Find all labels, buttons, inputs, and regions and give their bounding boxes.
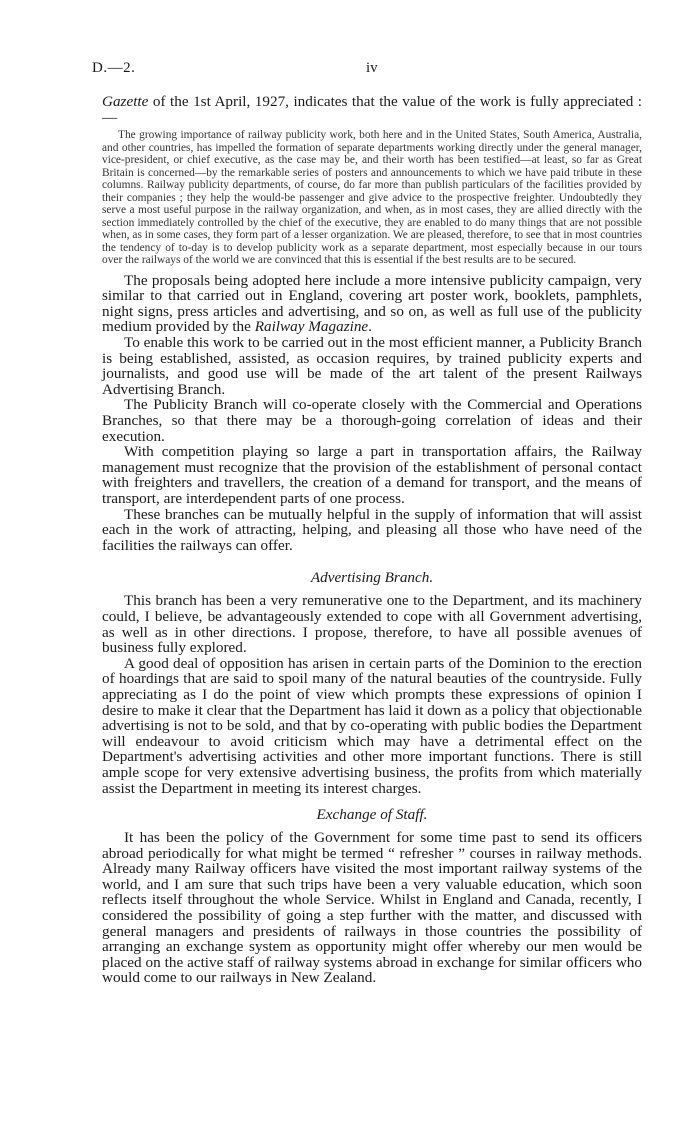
paragraph-competition: With competition playing so large a part in transportation affairs, the Railway management must recognize that the provision of the establishment of personal contact with freighters and travellers, the creation of a demand for transport, and the means of transport, are interdependent parts of one process.	[102, 443, 642, 507]
lead-text: of the 1st April, 1927, indicates that the value of the work is fully appreciated :—	[102, 93, 642, 126]
lead-paragraph	[102, 94, 642, 125]
section-heading-exchange: Exchange of Staff.	[316, 806, 428, 824]
section-heading-advertising: Advertising Branch.	[310, 569, 434, 587]
paragraph-proposals	[102, 273, 642, 335]
paragraph-text: The proposals being adopted here include a more intensive publicity campaign, very similar to that carried out in England, covering art poster work, booklets, pamphlets, night signs, press articles and advertising, and so on, as well as full use of the publicity medium provided by the	[102, 271, 642, 336]
block-quote	[102, 129, 642, 267]
quote-text: The growing importance of railway publicity work, both here and in the United States, South America, Australia, and other countries, has impelled the formation of separate departments working directly under the general manager, vice-president, or chief executive, as the case may be, and their worth has been testified—at least, so far as Great Britain is concerned—by the remarkable series of posters and announcements to which we have paid tribute in these columns. Railway publicity departments, of course, do far more than publish particulars of the facilities provided by their companies ; they help the would-be passenger and give advice to the prospective freighter. Undoubtedly they serve a most useful purpose in the railway organization, and when, as in most cases, they are allied directly with the section immediately controlled by the chief of the executive, they are enabled to do many things that are not possible when, as in some cases, they form part of a lesser organization. We are pleased, therefore, to see that in most countries the tendency of to-day is to develop publicity work as a separate department, most especially because in our tours over the railways of the world we are convinced that this is essential if the best results are to be secured.	[102, 129, 642, 267]
paragraph-hoardings: A good deal of opposition has arisen in certain parts of the Dominion to the erection of hoardings that are said to spoil many of the natural beauties of the countryside. Fully appreciating as I do the point of view which prompts these expressions of opinion I desire to make it clear that the Department has laid it down as a policy that objectionable advertising is not to be sold, and that by co-operating with public bodies the Department will endeavour to avoid criticism which may have a detrimental effect on the Department's advertising activities and other more important functions. There is still ample scope for very extensive advertising business, the profits from which materially assist the Department in meeting its interest charges.	[102, 654, 642, 797]
paragraph-text: .	[368, 318, 372, 336]
magazine-title: Railway Magazine	[254, 318, 369, 336]
journal-name: Gazette	[102, 93, 149, 110]
page-number: iv	[366, 60, 378, 76]
document-reference: D.—2.	[92, 60, 136, 76]
paragraph-advertising: This branch has been a very remunerative one to the Department, and its machinery could, I believe, be advantageously extended to cope with all Government advertising, as well as in other directions. I propose, therefore, to have all possible avenues of business fully explored.	[102, 592, 642, 657]
paragraph-cooperation: The Publicity Branch will co-operate closely with the Commercial and Operations Branches, so that there may be a thorough-going correlation of ideas and their execution.	[102, 396, 642, 445]
paragraph-branches: These branches can be mutually helpful in the supply of information that will assist each in the work of attracting, helping, and pleasing all those who have need of the facilities the railways can offer.	[102, 505, 642, 554]
document-body	[102, 94, 642, 986]
paragraph-exchange: It has been the policy of the Government for some time past to send its officers abroad periodically for what might be termed “ refresher ” courses in railway methods. Already many Railway officers have visited the most important railway systems of the world, and I am sure that such trips have been a very valuable education, which soon reflects itself throughout the whole Service. Whilst in England and Canada, recently, I considered the possibility of going a step further with the matter, and discussed with general managers and presidents of railways in those countries the possibility of arranging an exchange system as opportunity might offer whereby our men would be placed on the active staff of railway systems abroad in exchange for similar officers who would come to our railways in New Zealand.	[102, 829, 642, 987]
paragraph-publicity-branch: To enable this work to be carried out in the most efficient manner, a Publicity Branch is being established, assisted, as occasion requires, by trained publicity experts and journalists, and good use will be made of the art talent of the present Railways Advertising Branch.	[102, 334, 642, 398]
